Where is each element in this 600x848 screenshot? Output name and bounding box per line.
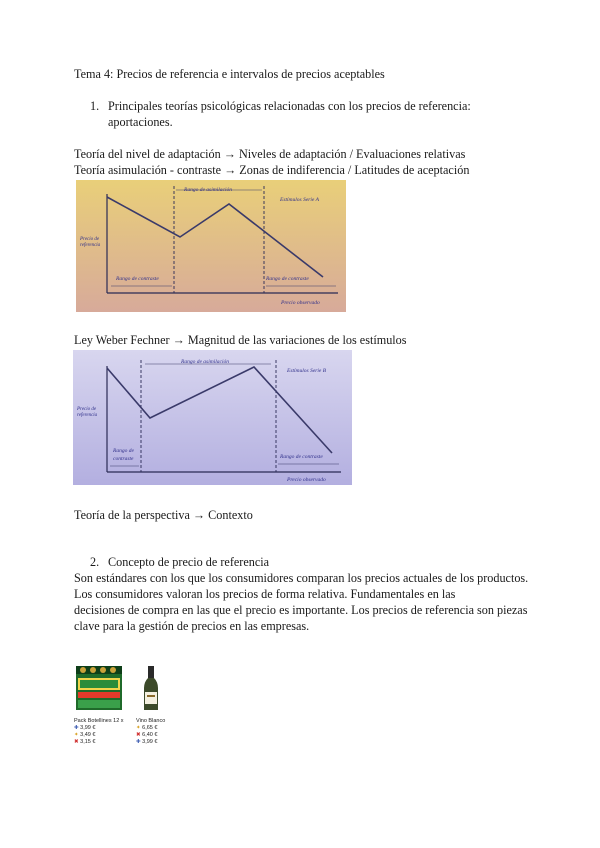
figure-2-label-assimilation: Rango de asimilación [181,359,229,365]
figure-1-label-yaxis-2: referencia [80,243,101,248]
beer-pack-image [74,664,124,712]
figure-2-label-yaxis-2: referencia [77,413,98,418]
figure-1-label-assimilation: Rango de asimilación [184,187,232,193]
theory-weber-fechner: Ley Weber Fechner → Magnitud de las variaciones de los estímulos [74,333,407,347]
theory-perspective: Teoría de la perspectiva → Contexto [74,508,253,522]
figure-assimilation-contrast-b [73,350,352,485]
paragraph-line-3: decisiones de compra en las que el precio es importante. Los precios de referencia son piezas [74,603,528,617]
beer-price-1: ✚ 3,99 € [74,725,96,731]
figure-1-label-stimulus: Estímulos Serie A [280,197,320,203]
store-icon-5: ✖ [136,732,143,738]
paragraph-line-2: Los consumidores valoran los precios de forma relativa. Fundamentales en las [74,587,456,601]
figure-1-svg [76,180,346,312]
store-icon-6: ✚ [136,739,143,745]
figure-2-label-contrast-right: Rango de contraste [280,454,323,460]
paragraph-line-4: clave para la gestión de precios en las empresas. [74,619,310,633]
paragraph-line-1: Son estándares con los que los consumidores comparan los precios actuales de los productos. [74,571,529,585]
figure-2-label-contrast-left-1: Rango de [113,448,134,454]
figure-assimilation-contrast-a [76,180,346,312]
list-item-2-number: 2. [90,555,100,569]
product-wine-bottle [136,664,176,746]
list-item-2-text: Concepto de precio de referencia [108,555,270,569]
store-icon-2: ✦ [74,732,81,738]
figure-2-label-contrast-left-2: contraste [113,456,134,462]
list-item-1-text-line1: Principales teorías psicológicas relacionadas con los precios de referencia: [108,99,471,113]
figure-1-label-yaxis-1: Precio de [80,237,100,242]
store-icon-1: ✚ [74,725,81,731]
figure-1-label-contrast-left: Rango de contraste [116,276,159,282]
beer-price-3: ✖ 3,15 € [74,739,96,745]
figure-1-label-xaxis: Precio observado [281,300,320,306]
list-item-1-number: 1. [90,99,100,113]
theory-assimilation: Teoría asimulación - contraste → Zonas de indiferencia / Latitudes de aceptación [74,163,470,177]
store-icon-4: ✦ [136,725,143,731]
wine-bottle-image [136,664,166,712]
figure-2-label-stimulus: Estímulos Serie B [287,368,327,374]
figure-2-label-xaxis: Precio observado [287,477,326,483]
figure-1-label-contrast-right: Rango de contraste [266,276,309,282]
store-icon-3: ✖ [74,739,81,745]
wine-caption: Vino Blanco [136,718,166,724]
figure-2-svg [73,350,352,485]
wine-price-3: ✚ 3,99 € [136,739,158,745]
page-title: Tema 4: Precios de referencia e intervalos de precios aceptables [74,67,385,81]
theory-adaptation: Teoría del nivel de adaptación → Niveles de adaptación / Evaluaciones relativas [74,147,466,161]
list-item-1-text-line2: aportaciones. [108,115,173,129]
beer-price-2: ✦ 3,49 € [74,732,96,738]
wine-price-1: ✦ 6,65 € [136,725,158,731]
wine-price-2: ✖ 6,40 € [136,732,158,738]
product-beer-pack [74,664,130,746]
figure-2-label-yaxis-1: Precio de [77,407,97,412]
beer-caption: Pack Botellines 12 x [74,718,124,724]
